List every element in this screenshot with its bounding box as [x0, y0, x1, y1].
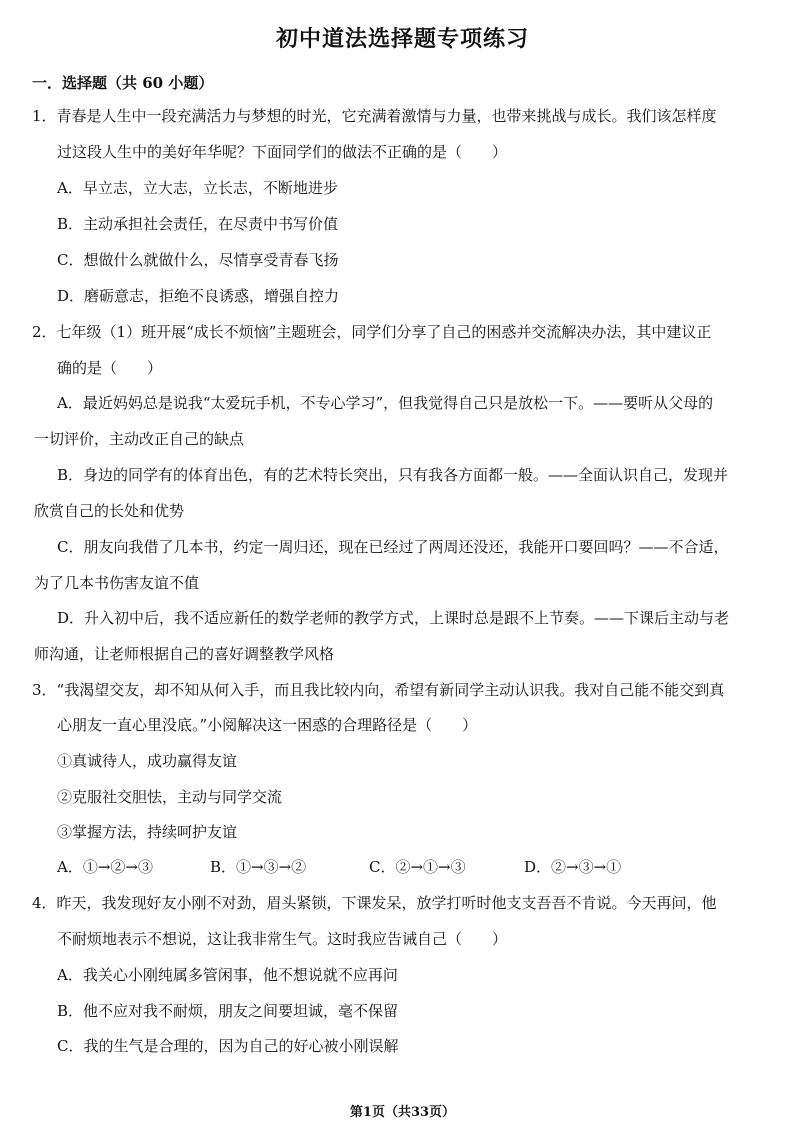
- section-heading: 一．选择题（共 60 小题）: [32, 74, 214, 92]
- question-3-item-2: ②克服社交胆怯，主动与同学交流: [57, 788, 283, 806]
- question-2-option-c: C．朋友向我借了几本书，约定一周归还，现在已经过了两周还没还，我能开口要回吗？——不合适，: [57, 538, 729, 556]
- question-4-option-a: A．我关心小刚纯属多管闲事，他不想说就不应再问: [57, 966, 398, 984]
- question-3-stem: 3．“我渴望交友，却不知从何入手，而且我比较内向，希望有新同学主动认识我。我对自己能不能交到真: [32, 681, 725, 699]
- question-3-option-a: A．①→②→③: [57, 858, 153, 876]
- question-3-option-b: B．①→③→②: [210, 858, 307, 876]
- question-2-option-a: A．最近妈妈总是说我“太爱玩手机，不专心学习”，但我觉得自己只是放松一下。——要听从父母的: [57, 394, 714, 412]
- document-title: 初中道法选择题专项练习: [275, 26, 529, 52]
- question-1-option-a: A．早立志，立大志，立长志，不断地进步: [57, 179, 338, 197]
- question-1-stem-cont: 过这段人生中的美好年华呢？下面同学们的做法不正确的是（ ）: [57, 143, 508, 161]
- question-4-stem-cont: 不耐烦地表示不想说，这让我非常生气。这时我应告诫自己（ ）: [57, 930, 508, 948]
- question-4-option-c: C．我的生气是合理的，因为自己的好心被小刚误解: [57, 1037, 399, 1055]
- question-3-item-1: ①真诚待人，成功赢得友谊: [57, 752, 238, 770]
- question-2-option-d: D．升入初中后，我不适应新任的数学老师的教学方式，上课时总是跟不上节奏。——下课后主动与老: [57, 609, 730, 627]
- question-2-option-b: B．身边的同学有的体育出色，有的艺术特长突出，只有我各方面都一般。——全面认识自己，发现并: [57, 466, 729, 484]
- question-3-stem-cont: 心朋友一直心里没底。”小阅解决这一困惑的合理路径是（ ）: [57, 716, 478, 734]
- question-2-option-c-cont: 为了几本书伤害友谊不值: [34, 574, 200, 592]
- question-3-options: [57, 857, 777, 877]
- question-3-option-d: D．②→③→①: [524, 858, 622, 876]
- question-2-option-a-cont: 一切评价，主动改正自己的缺点: [34, 430, 245, 448]
- question-3-option-c: C．②→①→③: [369, 858, 466, 876]
- question-1-option-d: D．磨砺意志，拒绝不良诱惑，增强自控力: [57, 287, 340, 305]
- question-1-option-c: C．想做什么就做什么，尽情享受青春飞扬: [57, 251, 339, 269]
- question-1-stem: 1．青春是人生中一段充满活力与梦想的时光，它充满着激情与力量，也带来挑战与成长。我们该怎样度: [32, 107, 717, 125]
- question-4-stem: 4．昨天，我发现好友小刚不对劲，眉头紧锁，下课发呆，放学打听时他支支吾吾不肯说。今天再问，他: [32, 894, 717, 912]
- question-2-option-d-cont: 师沟通，让老师根据自己的喜好调整教学风格: [34, 645, 335, 663]
- question-4-option-b: B．他不应对我不耐烦，朋友之间要坦诚，毫不保留: [57, 1002, 399, 1020]
- question-2-option-b-cont: 欣赏自己的长处和优势: [34, 502, 185, 520]
- question-1-option-b: B．主动承担社会责任，在尽责中书写价值: [57, 215, 339, 233]
- question-2-stem: 2．七年级（1）班开展“成长不烦恼”主题班会，同学们分享了自己的困惑并交流解决办法，其中建议正: [32, 323, 712, 341]
- question-2-stem-cont: 确的是（ ）: [57, 359, 163, 377]
- question-3-item-3: ③掌握方法，持续呵护友谊: [57, 823, 238, 841]
- page-footer: 第1页（共33页）: [349, 1105, 456, 1120]
